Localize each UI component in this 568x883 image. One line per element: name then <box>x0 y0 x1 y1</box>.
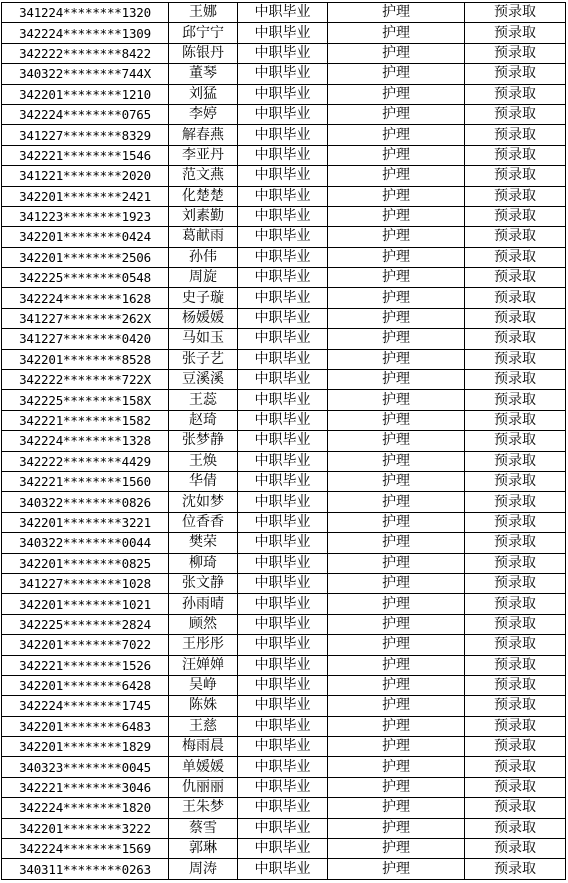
id-number-cell: 342201********6428 <box>2 675 169 695</box>
education-cell: 中职毕业 <box>238 839 328 859</box>
table-row <box>2 614 566 634</box>
id-number-cell: 342201********0424 <box>2 227 169 247</box>
status-cell: 预录取 <box>465 268 566 288</box>
education-cell: 中职毕业 <box>238 84 328 104</box>
table-row <box>2 777 566 797</box>
student-name-cell: 汪婵婵 <box>169 655 238 675</box>
id-number-cell: 342222********8422 <box>2 43 169 63</box>
education-cell: 中职毕业 <box>238 635 328 655</box>
admission-table <box>1 2 566 880</box>
admission-list-sheet <box>0 2 566 880</box>
status-cell: 预录取 <box>465 757 566 777</box>
table-row <box>2 206 566 226</box>
status-cell: 预录取 <box>465 329 566 349</box>
student-name-cell: 王蕊 <box>169 390 238 410</box>
id-number-cell: 342224********1309 <box>2 23 169 43</box>
status-cell: 预录取 <box>465 635 566 655</box>
status-cell: 预录取 <box>465 64 566 84</box>
student-name-cell: 范文燕 <box>169 166 238 186</box>
id-number-cell: 340322********744X <box>2 64 169 84</box>
table-row <box>2 573 566 593</box>
status-cell: 预录取 <box>465 227 566 247</box>
table-row <box>2 798 566 818</box>
id-number-cell: 341224********1320 <box>2 3 169 23</box>
id-number-cell: 342201********1829 <box>2 737 169 757</box>
major-cell: 护理 <box>328 573 465 593</box>
status-cell: 预录取 <box>465 166 566 186</box>
major-cell: 护理 <box>328 859 465 879</box>
student-name-cell: 张梦静 <box>169 431 238 451</box>
id-number-cell: 342201********6483 <box>2 716 169 736</box>
education-cell: 中职毕业 <box>238 696 328 716</box>
education-cell: 中职毕业 <box>238 533 328 553</box>
status-cell: 预录取 <box>465 737 566 757</box>
status-cell: 预录取 <box>465 186 566 206</box>
id-number-cell: 342225********158X <box>2 390 169 410</box>
table-row <box>2 512 566 532</box>
student-name-cell: 郭琳 <box>169 839 238 859</box>
table-row <box>2 757 566 777</box>
education-cell: 中职毕业 <box>238 370 328 390</box>
id-number-cell: 342224********1628 <box>2 288 169 308</box>
major-cell: 护理 <box>328 206 465 226</box>
education-cell: 中职毕业 <box>238 186 328 206</box>
student-name-cell: 樊荣 <box>169 533 238 553</box>
education-cell: 中职毕业 <box>238 104 328 124</box>
major-cell: 护理 <box>328 492 465 512</box>
status-cell: 预录取 <box>465 206 566 226</box>
major-cell: 护理 <box>328 635 465 655</box>
id-number-cell: 342224********1820 <box>2 798 169 818</box>
major-cell: 护理 <box>328 553 465 573</box>
student-name-cell: 赵琦 <box>169 410 238 430</box>
major-cell: 护理 <box>328 145 465 165</box>
student-name-cell: 王朱梦 <box>169 798 238 818</box>
major-cell: 护理 <box>328 64 465 84</box>
student-name-cell: 张文静 <box>169 573 238 593</box>
status-cell: 预录取 <box>465 104 566 124</box>
id-number-cell: 341227********8329 <box>2 125 169 145</box>
education-cell: 中职毕业 <box>238 737 328 757</box>
education-cell: 中职毕业 <box>238 247 328 267</box>
table-row <box>2 390 566 410</box>
student-name-cell: 陈银丹 <box>169 43 238 63</box>
student-name-cell: 梅雨晨 <box>169 737 238 757</box>
student-name-cell: 周旋 <box>169 268 238 288</box>
student-name-cell: 陈姝 <box>169 696 238 716</box>
major-cell: 护理 <box>328 777 465 797</box>
student-name-cell: 沈如梦 <box>169 492 238 512</box>
major-cell: 护理 <box>328 104 465 124</box>
student-name-cell: 蔡雪 <box>169 818 238 838</box>
id-number-cell: 342221********3046 <box>2 777 169 797</box>
education-cell: 中职毕业 <box>238 125 328 145</box>
education-cell: 中职毕业 <box>238 227 328 247</box>
table-row <box>2 716 566 736</box>
id-number-cell: 341227********0420 <box>2 329 169 349</box>
id-number-cell: 342221********1526 <box>2 655 169 675</box>
education-cell: 中职毕业 <box>238 206 328 226</box>
status-cell: 预录取 <box>465 798 566 818</box>
education-cell: 中职毕业 <box>238 288 328 308</box>
student-name-cell: 葛献雨 <box>169 227 238 247</box>
major-cell: 护理 <box>328 716 465 736</box>
table-row <box>2 186 566 206</box>
id-number-cell: 341221********2020 <box>2 166 169 186</box>
id-number-cell: 342222********722X <box>2 370 169 390</box>
student-name-cell: 张子艺 <box>169 349 238 369</box>
student-name-cell: 李婷 <box>169 104 238 124</box>
id-number-cell: 342222********4429 <box>2 451 169 471</box>
status-cell: 预录取 <box>465 716 566 736</box>
id-number-cell: 342201********3222 <box>2 818 169 838</box>
major-cell: 护理 <box>328 166 465 186</box>
status-cell: 预录取 <box>465 308 566 328</box>
table-row <box>2 104 566 124</box>
table-row <box>2 64 566 84</box>
table-row <box>2 451 566 471</box>
status-cell: 预录取 <box>465 553 566 573</box>
student-name-cell: 位香香 <box>169 512 238 532</box>
major-cell: 护理 <box>328 431 465 451</box>
major-cell: 护理 <box>328 329 465 349</box>
education-cell: 中职毕业 <box>238 268 328 288</box>
education-cell: 中职毕业 <box>238 777 328 797</box>
table-row <box>2 145 566 165</box>
major-cell: 护理 <box>328 370 465 390</box>
table-row <box>2 166 566 186</box>
id-number-cell: 342201********1021 <box>2 594 169 614</box>
status-cell: 预录取 <box>465 859 566 879</box>
student-name-cell: 王彤彤 <box>169 635 238 655</box>
id-number-cell: 342201********2506 <box>2 247 169 267</box>
table-row <box>2 594 566 614</box>
table-body <box>2 3 566 880</box>
student-name-cell: 王慈 <box>169 716 238 736</box>
id-number-cell: 342201********7022 <box>2 635 169 655</box>
table-row <box>2 268 566 288</box>
education-cell: 中职毕业 <box>238 655 328 675</box>
table-row <box>2 247 566 267</box>
major-cell: 护理 <box>328 227 465 247</box>
status-cell: 预录取 <box>465 777 566 797</box>
id-number-cell: 342224********0765 <box>2 104 169 124</box>
id-number-cell: 340311********0263 <box>2 859 169 879</box>
status-cell: 预录取 <box>465 410 566 430</box>
major-cell: 护理 <box>328 839 465 859</box>
table-row <box>2 737 566 757</box>
major-cell: 护理 <box>328 451 465 471</box>
table-row <box>2 84 566 104</box>
id-number-cell: 342201********3221 <box>2 512 169 532</box>
id-number-cell: 342224********1745 <box>2 696 169 716</box>
student-name-cell: 单媛媛 <box>169 757 238 777</box>
status-cell: 预录取 <box>465 145 566 165</box>
major-cell: 护理 <box>328 533 465 553</box>
student-name-cell: 华倩 <box>169 471 238 491</box>
table-row <box>2 410 566 430</box>
id-number-cell: 342221********1582 <box>2 410 169 430</box>
id-number-cell: 341227********262X <box>2 308 169 328</box>
table-row <box>2 655 566 675</box>
status-cell: 预录取 <box>465 431 566 451</box>
student-name-cell: 仇丽丽 <box>169 777 238 797</box>
major-cell: 护理 <box>328 308 465 328</box>
status-cell: 预录取 <box>465 23 566 43</box>
major-cell: 护理 <box>328 757 465 777</box>
id-number-cell: 342224********1328 <box>2 431 169 451</box>
major-cell: 护理 <box>328 818 465 838</box>
id-number-cell: 341223********1923 <box>2 206 169 226</box>
education-cell: 中职毕业 <box>238 757 328 777</box>
education-cell: 中职毕业 <box>238 859 328 879</box>
student-name-cell: 邱宁宁 <box>169 23 238 43</box>
student-name-cell: 孙雨晴 <box>169 594 238 614</box>
student-name-cell: 吴峥 <box>169 675 238 695</box>
table-row <box>2 533 566 553</box>
student-name-cell: 柳琦 <box>169 553 238 573</box>
major-cell: 护理 <box>328 614 465 634</box>
id-number-cell: 342201********0825 <box>2 553 169 573</box>
status-cell: 预录取 <box>465 247 566 267</box>
education-cell: 中职毕业 <box>238 492 328 512</box>
student-name-cell: 化楚楚 <box>169 186 238 206</box>
student-name-cell: 刘猛 <box>169 84 238 104</box>
id-number-cell: 342221********1546 <box>2 145 169 165</box>
status-cell: 预录取 <box>465 573 566 593</box>
major-cell: 护理 <box>328 410 465 430</box>
id-number-cell: 342224********1569 <box>2 839 169 859</box>
status-cell: 预录取 <box>465 655 566 675</box>
status-cell: 预录取 <box>465 512 566 532</box>
status-cell: 预录取 <box>465 390 566 410</box>
major-cell: 护理 <box>328 696 465 716</box>
student-name-cell: 周涛 <box>169 859 238 879</box>
id-number-cell: 340323********0045 <box>2 757 169 777</box>
major-cell: 护理 <box>328 247 465 267</box>
major-cell: 护理 <box>328 349 465 369</box>
table-row <box>2 675 566 695</box>
education-cell: 中职毕业 <box>238 675 328 695</box>
table-row <box>2 125 566 145</box>
student-name-cell: 解春燕 <box>169 125 238 145</box>
student-name-cell: 史子璇 <box>169 288 238 308</box>
major-cell: 护理 <box>328 43 465 63</box>
major-cell: 护理 <box>328 655 465 675</box>
status-cell: 预录取 <box>465 370 566 390</box>
education-cell: 中职毕业 <box>238 553 328 573</box>
student-name-cell: 王焕 <box>169 451 238 471</box>
table-row <box>2 3 566 23</box>
status-cell: 预录取 <box>465 84 566 104</box>
table-row <box>2 23 566 43</box>
student-name-cell: 顾然 <box>169 614 238 634</box>
education-cell: 中职毕业 <box>238 594 328 614</box>
status-cell: 预录取 <box>465 696 566 716</box>
table-row <box>2 818 566 838</box>
id-number-cell: 341227********1028 <box>2 573 169 593</box>
status-cell: 预录取 <box>465 3 566 23</box>
table-row <box>2 553 566 573</box>
education-cell: 中职毕业 <box>238 471 328 491</box>
major-cell: 护理 <box>328 798 465 818</box>
status-cell: 预录取 <box>465 125 566 145</box>
major-cell: 护理 <box>328 186 465 206</box>
table-row <box>2 431 566 451</box>
status-cell: 预录取 <box>465 43 566 63</box>
id-number-cell: 342201********1210 <box>2 84 169 104</box>
student-name-cell: 豆溪溪 <box>169 370 238 390</box>
status-cell: 预录取 <box>465 675 566 695</box>
table-row <box>2 635 566 655</box>
table-row <box>2 329 566 349</box>
status-cell: 预录取 <box>465 594 566 614</box>
education-cell: 中职毕业 <box>238 166 328 186</box>
education-cell: 中职毕业 <box>238 451 328 471</box>
table-row <box>2 492 566 512</box>
major-cell: 护理 <box>328 125 465 145</box>
table-row <box>2 308 566 328</box>
education-cell: 中职毕业 <box>238 798 328 818</box>
student-name-cell: 刘素勤 <box>169 206 238 226</box>
education-cell: 中职毕业 <box>238 308 328 328</box>
education-cell: 中职毕业 <box>238 64 328 84</box>
major-cell: 护理 <box>328 288 465 308</box>
education-cell: 中职毕业 <box>238 512 328 532</box>
major-cell: 护理 <box>328 268 465 288</box>
education-cell: 中职毕业 <box>238 614 328 634</box>
student-name-cell: 董琴 <box>169 64 238 84</box>
table-row <box>2 370 566 390</box>
education-cell: 中职毕业 <box>238 145 328 165</box>
status-cell: 预录取 <box>465 349 566 369</box>
table-row <box>2 288 566 308</box>
education-cell: 中职毕业 <box>238 3 328 23</box>
student-name-cell: 孙伟 <box>169 247 238 267</box>
major-cell: 护理 <box>328 390 465 410</box>
education-cell: 中职毕业 <box>238 573 328 593</box>
major-cell: 护理 <box>328 84 465 104</box>
major-cell: 护理 <box>328 675 465 695</box>
education-cell: 中职毕业 <box>238 329 328 349</box>
status-cell: 预录取 <box>465 839 566 859</box>
major-cell: 护理 <box>328 512 465 532</box>
status-cell: 预录取 <box>465 533 566 553</box>
major-cell: 护理 <box>328 471 465 491</box>
id-number-cell: 342221********1560 <box>2 471 169 491</box>
education-cell: 中职毕业 <box>238 390 328 410</box>
major-cell: 护理 <box>328 3 465 23</box>
id-number-cell: 342225********2824 <box>2 614 169 634</box>
student-name-cell: 杨媛媛 <box>169 308 238 328</box>
table-row <box>2 839 566 859</box>
id-number-cell: 340322********0044 <box>2 533 169 553</box>
education-cell: 中职毕业 <box>238 716 328 736</box>
major-cell: 护理 <box>328 594 465 614</box>
status-cell: 预录取 <box>465 471 566 491</box>
table-row <box>2 227 566 247</box>
major-cell: 护理 <box>328 737 465 757</box>
table-row <box>2 349 566 369</box>
status-cell: 预录取 <box>465 492 566 512</box>
id-number-cell: 342201********8528 <box>2 349 169 369</box>
student-name-cell: 马如玉 <box>169 329 238 349</box>
major-cell: 护理 <box>328 23 465 43</box>
id-number-cell: 340322********0826 <box>2 492 169 512</box>
table-row <box>2 43 566 63</box>
education-cell: 中职毕业 <box>238 410 328 430</box>
table-row <box>2 696 566 716</box>
education-cell: 中职毕业 <box>238 23 328 43</box>
id-number-cell: 342201********2421 <box>2 186 169 206</box>
education-cell: 中职毕业 <box>238 818 328 838</box>
student-name-cell: 李亚丹 <box>169 145 238 165</box>
education-cell: 中职毕业 <box>238 431 328 451</box>
status-cell: 预录取 <box>465 288 566 308</box>
id-number-cell: 342225********0548 <box>2 268 169 288</box>
student-name-cell: 王娜 <box>169 3 238 23</box>
education-cell: 中职毕业 <box>238 43 328 63</box>
status-cell: 预录取 <box>465 451 566 471</box>
table-row <box>2 471 566 491</box>
status-cell: 预录取 <box>465 818 566 838</box>
table-row <box>2 859 566 879</box>
status-cell: 预录取 <box>465 614 566 634</box>
education-cell: 中职毕业 <box>238 349 328 369</box>
